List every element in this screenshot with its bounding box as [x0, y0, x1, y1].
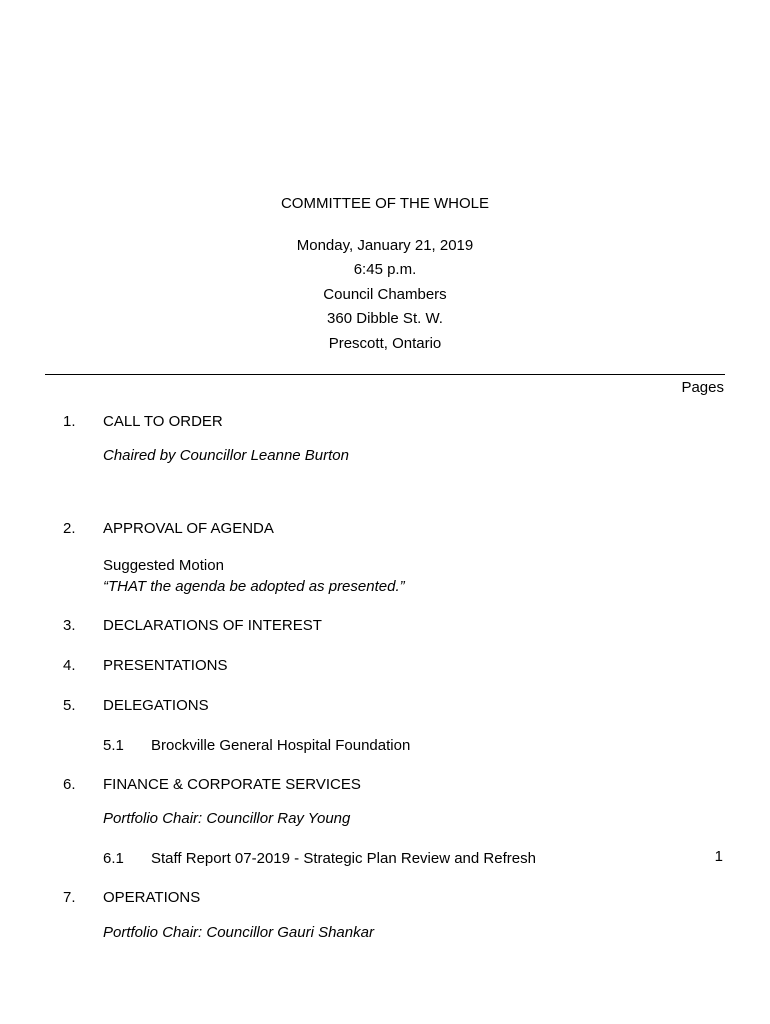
motion-open-quote: “ — [103, 578, 108, 595]
motion-that: THAT — [108, 578, 147, 595]
meeting-city: Prescott, Ontario — [328, 335, 442, 352]
meeting-title: COMMITTEE OF THE WHOLE — [280, 195, 490, 212]
item-1-note: Chaired by Councillor Leanne Burton — [103, 447, 349, 464]
meeting-venue: Council Chambers — [323, 286, 447, 303]
item-5-number: 5. — [63, 697, 76, 714]
item-4-title: PRESENTATIONS — [103, 657, 228, 674]
item-2-title: APPROVAL OF AGENDA — [103, 520, 274, 537]
meeting-address: 360 Dibble St. W. — [327, 310, 443, 327]
motion-rest: the agenda be adopted as presented.” — [146, 578, 405, 595]
item-7-note: Portfolio Chair: Councillor Gauri Shankar — [103, 924, 374, 941]
meeting-time: 6:45 p.m. — [353, 261, 417, 278]
suggested-motion-text — [103, 578, 405, 596]
item-1-title: CALL TO ORDER — [103, 413, 223, 430]
item-5-title: DELEGATIONS — [103, 697, 209, 714]
item-5-1-title: Brockville General Hospital Foundation — [151, 737, 411, 754]
item-6-1-title: Staff Report 07-2019 - Strategic Plan Review and Refresh — [151, 850, 536, 867]
suggested-motion-label: Suggested Motion — [103, 557, 224, 574]
meeting-date: Monday, January 21, 2019 — [296, 237, 474, 254]
item-6-1-page-number: 1 — [714, 848, 723, 865]
item-1-number: 1. — [63, 413, 76, 430]
item-2-number: 2. — [63, 520, 76, 537]
item-7-title: OPERATIONS — [103, 889, 201, 906]
item-7-number: 7. — [63, 889, 76, 906]
header-divider — [45, 374, 725, 375]
item-3-title: DECLARATIONS OF INTEREST — [103, 617, 322, 634]
item-6-title: FINANCE & CORPORATE SERVICES — [103, 776, 361, 793]
item-4-number: 4. — [63, 657, 76, 674]
item-3-number: 3. — [63, 617, 76, 634]
item-6-number: 6. — [63, 776, 76, 793]
item-6-1-number: 6.1 — [103, 850, 124, 867]
pages-column-label: Pages — [681, 379, 724, 396]
item-6-note: Portfolio Chair: Councillor Ray Young — [103, 810, 351, 827]
item-5-1-number: 5.1 — [103, 737, 124, 754]
